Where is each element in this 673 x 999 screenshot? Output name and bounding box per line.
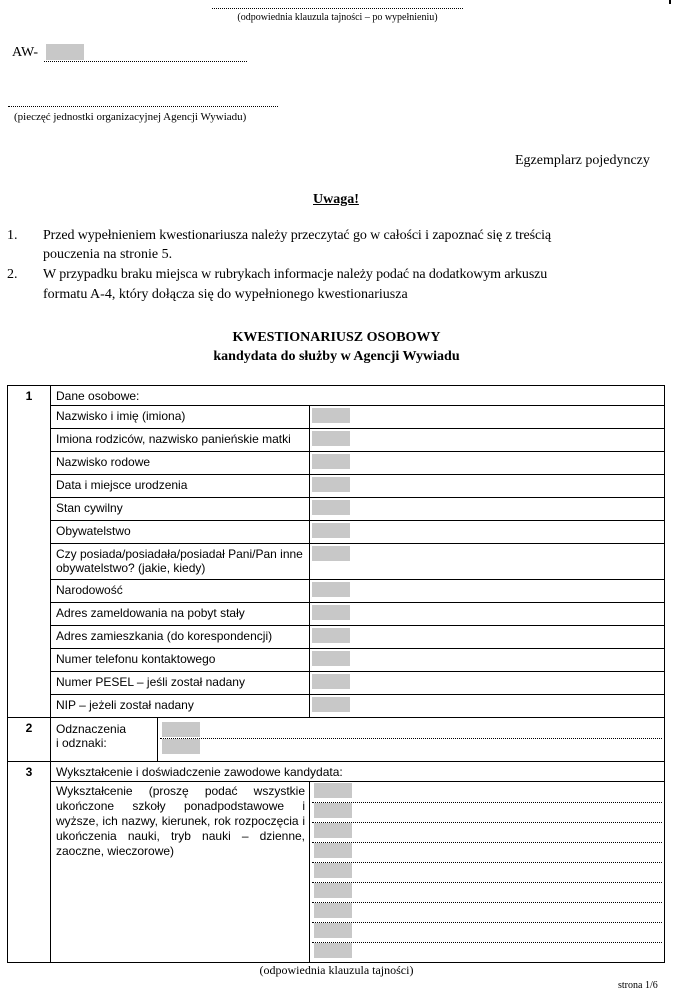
section-1-heading: Dane osobowe: xyxy=(51,386,665,406)
birth-input[interactable] xyxy=(312,477,350,492)
education-input-1[interactable] xyxy=(314,783,352,798)
registered-address-input[interactable] xyxy=(312,605,350,620)
aw-prefix: AW- xyxy=(12,45,39,60)
stamp-label: (pieczęć jednostki organizacyjnej Agencji Wywiadu) xyxy=(14,111,247,123)
field-label-citizenship: Obywatelstwo xyxy=(51,521,310,544)
form-subtitle: kandydata do służby w Agencji Wywiadu xyxy=(213,349,460,364)
field-label-parents: Imiona rodziców, nazwisko panieńskie matki xyxy=(51,429,310,452)
field-label-phone: Numer telefonu kontaktowego xyxy=(51,649,310,672)
notice-item-2-num: 2. xyxy=(7,267,18,282)
clause-bottom-label: (odpowiednia klauzula tajności) xyxy=(259,963,414,977)
citizenship-input[interactable] xyxy=(312,523,350,538)
education-input-3[interactable] xyxy=(314,823,352,838)
awards-input-1[interactable] xyxy=(162,722,200,737)
education-input-5[interactable] xyxy=(314,863,352,878)
section-3-number: 3 xyxy=(8,762,51,963)
section-2-label-line2: i odznaki: xyxy=(56,736,107,750)
pesel-input[interactable] xyxy=(312,674,350,689)
mailing-address-input[interactable] xyxy=(312,628,350,643)
clause-top-line xyxy=(212,2,463,9)
questionnaire-table xyxy=(7,385,665,963)
field-label-marital-status: Stan cywilny xyxy=(51,498,310,521)
field-label-birth: Data i miejsce urodzenia xyxy=(51,475,310,498)
awards-line-1 xyxy=(160,722,662,739)
education-input-6[interactable] xyxy=(314,883,352,898)
field-label-registered-address: Adres zameldowania na pobyt stały xyxy=(51,603,310,626)
education-input-8[interactable] xyxy=(314,923,352,938)
nationality-input[interactable] xyxy=(312,582,350,597)
section-2-number: 2 xyxy=(8,718,51,762)
copy-label: Egzemplarz pojedynczy xyxy=(515,153,650,168)
education-line-4 xyxy=(312,843,662,863)
section-3-heading: Wykształcenie i doświadczenie zawodowe kandydata: xyxy=(51,762,665,782)
education-area xyxy=(310,782,665,963)
notice-item-1-line2: pouczenia na stronie 5. xyxy=(43,247,173,262)
clause-top-label: (odpowiednia klauzula tajności – po wypełnieniu) xyxy=(237,12,438,23)
form-title: KWESTIONARIUSZ OSOBOWY xyxy=(232,330,441,345)
notice-item-1-line1: Przed wypełnieniem kwestionariusza należy przeczytać go w całości i zapoznać się z treścią xyxy=(43,228,551,243)
stamp-line xyxy=(8,100,278,107)
field-label-pesel: Numer PESEL – jeśli został nadany xyxy=(51,672,310,695)
nip-input[interactable] xyxy=(312,697,350,712)
education-line-7 xyxy=(312,903,662,923)
awards-area xyxy=(158,718,665,762)
education-line-8 xyxy=(312,923,662,943)
corner-mark xyxy=(669,0,671,4)
field-label-mailing-address: Adres zamieszkania (do korespondencji) xyxy=(51,626,310,649)
education-line-9 xyxy=(312,943,662,962)
full-name-input[interactable] xyxy=(312,408,350,423)
education-line-5 xyxy=(312,863,662,883)
education-input-9[interactable] xyxy=(314,943,352,958)
education-input-4[interactable] xyxy=(314,843,352,858)
education-input-7[interactable] xyxy=(314,903,352,918)
field-label-family-name: Nazwisko rodowe xyxy=(51,452,310,475)
field-label-full-name: Nazwisko i imię (imiona) xyxy=(51,406,310,429)
marital-status-input[interactable] xyxy=(312,500,350,515)
awards-input-2[interactable] xyxy=(162,739,200,754)
other-citizenship-input[interactable] xyxy=(312,546,350,561)
field-label-other-citizenship: Czy posiada/posiadała/posiadał Pani/Pan inne obywatelstwo? (jakie, kiedy) xyxy=(51,544,310,580)
section-2-label-line1: Odznaczenia xyxy=(56,722,127,736)
notice-item-1-num: 1. xyxy=(7,228,18,243)
education-line-2 xyxy=(312,803,662,823)
education-line-1 xyxy=(312,783,662,803)
phone-input[interactable] xyxy=(312,651,350,666)
section-1-number: 1 xyxy=(8,386,51,718)
education-input-2[interactable] xyxy=(314,803,352,818)
notice-title: Uwaga! xyxy=(313,192,359,207)
page-number: strona 1/6 xyxy=(618,980,658,991)
section-2-label xyxy=(51,718,158,762)
parents-input[interactable] xyxy=(312,431,350,446)
education-line-3 xyxy=(312,823,662,843)
field-label-nip: NIP – jeżeli został nadany xyxy=(51,695,310,718)
education-label: Wykształcenie (proszę podać wszystkie ukończone szkoły ponadpodstawowe i wyższe, ich nazwy, kierunek, rok rozpoczęcia i ukończenia nauki, tryb nauki – dzienne, zaoczne, wieczorowe) xyxy=(51,782,310,963)
notice-item-2-line1: W przypadku braku miejsca w rubrykach informacje należy podać na dodatkowym arkuszu xyxy=(43,267,548,282)
aw-number-field[interactable] xyxy=(46,44,84,60)
notice-item-2-line2: formatu A-4, który dołącza się do wypełnionego kwestionariusza xyxy=(43,287,408,302)
education-line-6 xyxy=(312,883,662,903)
family-name-input[interactable] xyxy=(312,454,350,469)
awards-line-2 xyxy=(160,739,662,755)
field-label-nationality: Narodowość xyxy=(51,580,310,603)
